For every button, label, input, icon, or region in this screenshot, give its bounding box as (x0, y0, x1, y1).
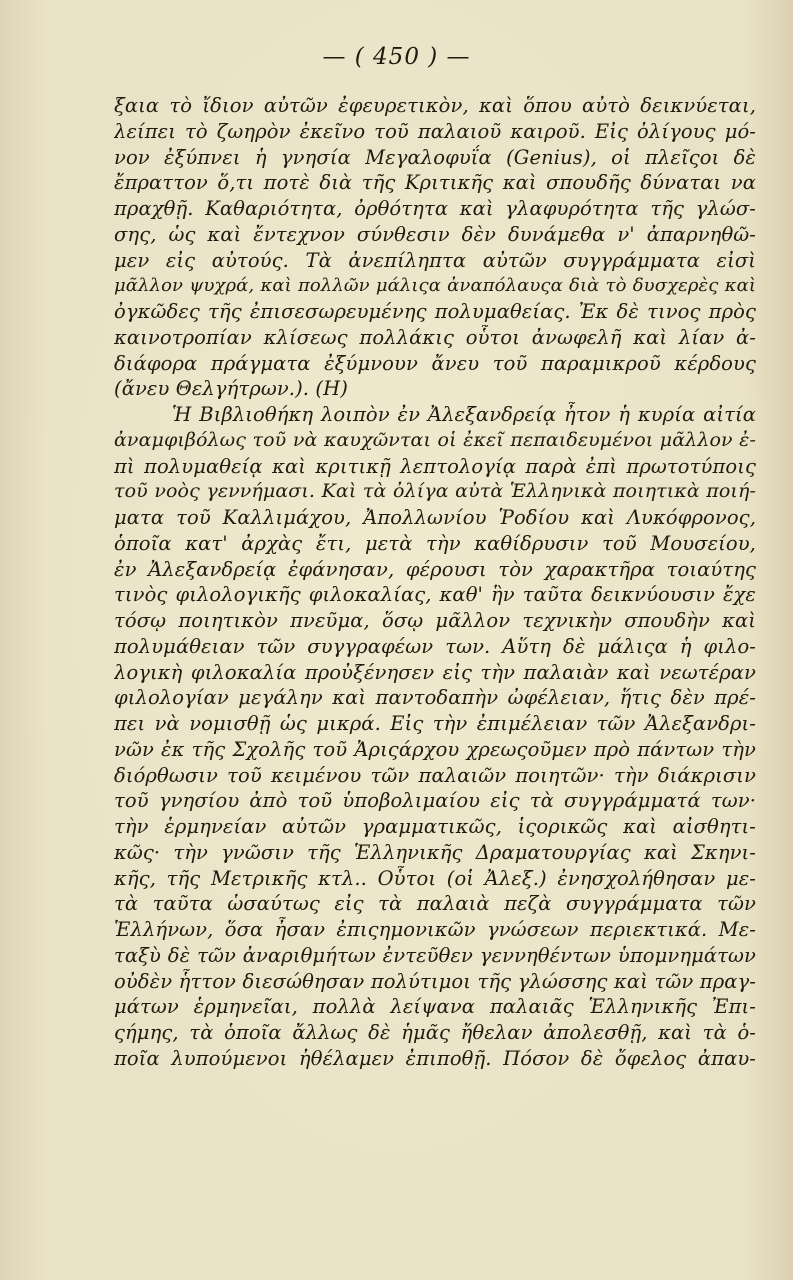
text-line: σης, ὡς καὶ ἔντεχνον σύνθεσιν δὲν δυνάμεθα ν' ἀπαρνηθῶ- (114, 222, 756, 246)
text-line: τινὸς φιλολογικῆς φιλοκαλίας, καθ' ἣν ταῦτα δεικνύουσιν ἔχε (114, 583, 756, 607)
text-line: μάτων ἑρμηνεῖαι, πολλὰ λείψανα παλαιᾶς Ἑλληνικῆς Ἐπι- (114, 995, 756, 1019)
text-line: πολυμάθειαν τῶν συγγραφέων των. Αὕτη δὲ μάλιςα ἡ φιλο- (114, 634, 756, 658)
text-line: τὴν ἑρμηνείαν αὐτῶν γραμματικῶς, ἱςορικῶς καὶ αἰσθητι- (114, 815, 756, 838)
text-line: ματα τοῦ Καλλιμάχου, Ἀπολλωνίου Ῥοδίου καὶ Λυκόφρονος, (114, 506, 756, 529)
text-line: κῶς· τὴν γνῶσιν τῆς Ἑλληνικῆς Δραματουργίας καὶ Σκηνι- (114, 840, 756, 864)
text-line: κῆς, τῆς Μετρικῆς κτλ.. Οὗτοι (οἱ Ἀλεξ.) ἐνησχολήθησαν με- (114, 866, 756, 890)
text-line: καινοτροπίαν κλίσεως πολλάκις οὗτοι ἀνωφελῆ καὶ λίαν ἀ- (114, 325, 756, 349)
text-line: νον ἐξύπνει ἡ γνησία Μεγαλοφυΐα (Genius), οἱ πλεῖςοι δὲ (114, 145, 756, 169)
text-line: μεν εἰς αὐτούς. Τὰ ἀνεπίληπτα αὐτῶν συγγράμματα εἰσὶ (114, 248, 756, 272)
text-line: ταξὺ δὲ τῶν ἀναριθμήτων ἐντεῦθεν γεννηθέντων ὑπομνημάτων (114, 943, 756, 967)
text-line: ἀναμφιβόλως τοῦ νὰ καυχῶνται οἱ ἐκεῖ πεπαιδευμένοι μᾶλλον ἐ- (114, 428, 756, 451)
text-line: τόσῳ ποιητικὸν πνεῦμα, ὅσῳ μᾶλλον τεχνικὴν σπουδὴν καὶ (114, 609, 756, 632)
text-line: οὐδὲν ἧττον διεσώθησαν πολύτιμοι τῆς γλώσσης καὶ τῶν πραγ- (114, 969, 756, 993)
text-line: (ἄνευ Θελγήτρων.). (Η) (114, 377, 348, 401)
text-line: Ἑλλήνων, ὅσα ἦσαν ἐπιςημονικῶν γνώσεων περιεκτικά. Με- (114, 918, 756, 941)
text-line: νῶν ἐκ τῆς Σχολῆς τοῦ Ἀριςάρχου χρεωςοῦμεν πρὸ πάντων τὴν (114, 737, 756, 761)
text-line: πραχθῇ. Καθαριότητα, ὀρθότητα καὶ γλαφυρότητα τῆς γλώσ- (114, 197, 756, 220)
text-line: τοῦ νοὸς γεννήμασι. Καὶ τὰ ὀλίγα αὐτὰ Ἑλληνικὰ ποιητικὰ ποιή- (114, 480, 756, 503)
text-line: τοῦ γνησίου ἀπὸ τοῦ ὑποβολιμαίου εἰς τὰ συγγράμματά των· (114, 789, 756, 813)
text-line: λείπει τὸ ζωηρὸν ἐκεῖνο τοῦ παλαιοῦ καιροῦ. Εἰς ὀλίγους μό- (114, 119, 756, 143)
body-text (114, 93, 756, 1072)
text-line: διόρθωσιν τοῦ κειμένου τῶν παλαιῶν ποιητῶν· τὴν διάκρισιν (114, 763, 756, 787)
text-line: πὶ πολυμαθείᾳ καὶ κριτικῇ λεπτολογίᾳ παρὰ ἐπὶ πρωτοτύποις (114, 454, 756, 478)
text-line: διάφορα πράγματα ἐξύμνουν ἄνευ τοῦ παραμικροῦ κέρδους (114, 351, 756, 375)
text-line: Ἡ Βιβλιοθήκη λοιπὸν ἐν Ἀλεξανδρείᾳ ἦτον ἡ κυρία αἰτία (172, 403, 756, 426)
page-number: — ( 450 ) — (322, 44, 471, 70)
text-line: ὀγκῶδες τῆς ἐπισεσωρευμένης πολυμαθείας. Ἐκ δὲ τινος πρὸς (114, 300, 756, 323)
text-line: ποῖα λυπούμενοι ἠθέλαμεν ἐπιποθῇ. Πόσον δὲ ὄφελος ἀπαυ- (114, 1046, 756, 1070)
text-line: ςήμης, τὰ ὁποῖα ἄλλως δὲ ἡμᾶς ἤθελαν ἀπολεσθῇ, καὶ τὰ ὁ- (114, 1021, 756, 1044)
text-line: ἐν Ἀλεξανδρείᾳ ἐφάνησαν, φέρουσι τὸν χαρακτῆρα τοιαύτης (114, 557, 756, 581)
text-line: πει νὰ νομισθῇ ὡς μικρά. Εἰς τὴν ἐπιμέλειαν τῶν Ἀλεξανδρι- (114, 712, 756, 735)
text-line: τὰ ταῦτα ὡσαύτως εἰς τὰ παλαιὰ πεζὰ συγγράμματα τῶν (114, 892, 756, 916)
text-line: μᾶλλον ψυχρά, καὶ πολλῶν μάλιςα ἀναπόλαυςα διὰ τὸ δυσχερὲς καὶ (114, 275, 756, 297)
text-line: ξαια τὸ ἴδιον αὐτῶν ἐφευρετικὸν, καὶ ὅπου αὐτὸ δεικνύεται, (114, 94, 756, 117)
text-line: φιλολογίαν μεγάλην καὶ παντοδαπὴν ὠφέλειαν, ἥτις δὲν πρέ- (114, 686, 756, 710)
text-line: ὁποῖα κατ' ἀρχὰς ἔτι, μετὰ τὴν καθίδρυσιν τοῦ Μουσείου, (114, 531, 756, 555)
text-line: λογικὴ φιλοκαλία προὐξένησεν εἰς τὴν παλαιὰν καὶ νεωτέραν (114, 660, 756, 684)
text-line: ἔπραττον ὅ,τι ποτὲ διὰ τῆς Κριτικῆς καὶ σπουδῆς δύναται να (114, 171, 756, 195)
